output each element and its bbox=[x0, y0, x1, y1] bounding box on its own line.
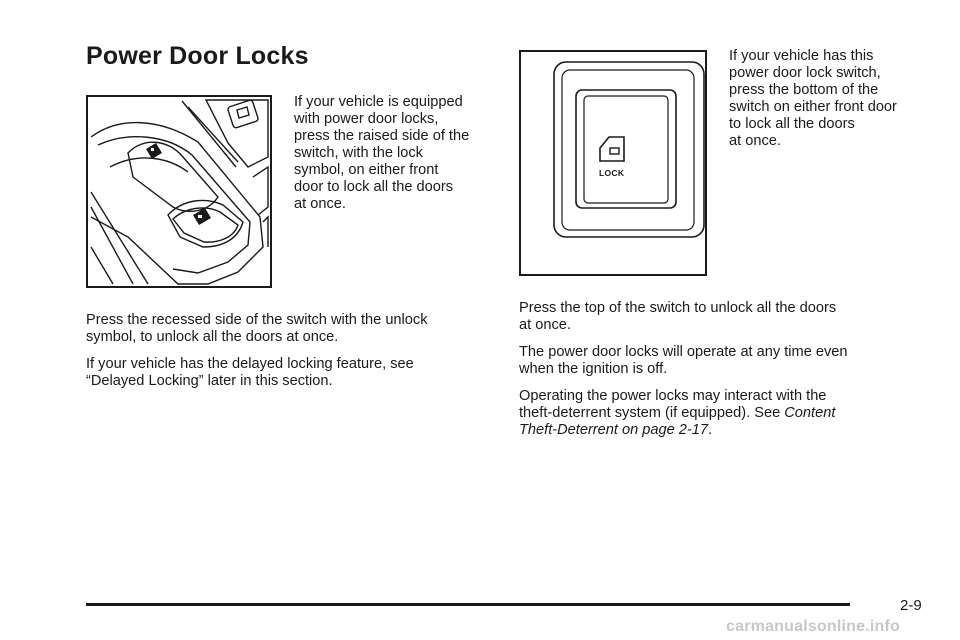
caption-line: If your vehicle is equipped bbox=[294, 94, 463, 110]
theft-deterrent-paragraph bbox=[519, 388, 919, 439]
text-line: when the ignition is off. bbox=[519, 361, 668, 377]
text-line: symbol, to unlock all the doors at once. bbox=[86, 329, 339, 345]
caption-line: symbol, on either front bbox=[294, 162, 439, 178]
text-line: If your vehicle has the delayed locking feature, see bbox=[86, 356, 414, 372]
delayed-locking-paragraph bbox=[86, 356, 486, 390]
door-lock-switch-illustration bbox=[86, 95, 272, 288]
caption-line: door to lock all the doors bbox=[294, 179, 453, 195]
lock-label: LOCK bbox=[599, 168, 625, 178]
unlock-top-paragraph bbox=[519, 300, 919, 334]
figure2-caption bbox=[729, 48, 929, 150]
text-line: Operating the power locks may interact with the bbox=[519, 388, 827, 404]
caption-line: with power door locks, bbox=[294, 111, 439, 127]
page-number: 2-9 bbox=[900, 597, 922, 614]
caption-line: at once. bbox=[294, 196, 346, 212]
caption-line: switch, with the lock bbox=[294, 145, 423, 161]
figure1-caption bbox=[294, 94, 504, 213]
cross-reference-link-cont[interactable]: Theft-Deterrent on page 2-17 bbox=[519, 422, 709, 438]
text-line: Press the recessed side of the switch with the unlock bbox=[86, 312, 428, 328]
text-line bbox=[519, 422, 919, 439]
watermark: carmanualsonline.info bbox=[726, 618, 901, 635]
text-segment: . bbox=[708, 422, 713, 438]
caption-line: to lock all the doors bbox=[729, 116, 855, 132]
text-line: The power door locks will operate at any time even bbox=[519, 344, 848, 360]
ignition-paragraph bbox=[519, 344, 919, 378]
text-line: “Delayed Locking” later in this section. bbox=[86, 373, 333, 389]
caption-line: press the raised side of the bbox=[294, 128, 470, 144]
cross-reference-link[interactable]: Content bbox=[784, 405, 836, 421]
page-title: Power Door Locks bbox=[86, 42, 309, 70]
text-line: at once. bbox=[519, 317, 571, 333]
text-segment: theft-deterrent system (if equipped). See bbox=[519, 405, 785, 421]
text-line bbox=[519, 405, 919, 422]
caption-line: at once. bbox=[729, 133, 781, 149]
lock-switch-illustration bbox=[519, 50, 707, 276]
caption-line: switch on either front door bbox=[729, 99, 897, 115]
unlock-paragraph bbox=[86, 312, 486, 346]
caption-line: If your vehicle has this bbox=[729, 48, 874, 64]
caption-line: press the bottom of the bbox=[729, 82, 879, 98]
text-line: Press the top of the switch to unlock all the doors bbox=[519, 300, 837, 316]
caption-line: power door lock switch, bbox=[729, 65, 881, 81]
footer-rule bbox=[86, 603, 850, 606]
